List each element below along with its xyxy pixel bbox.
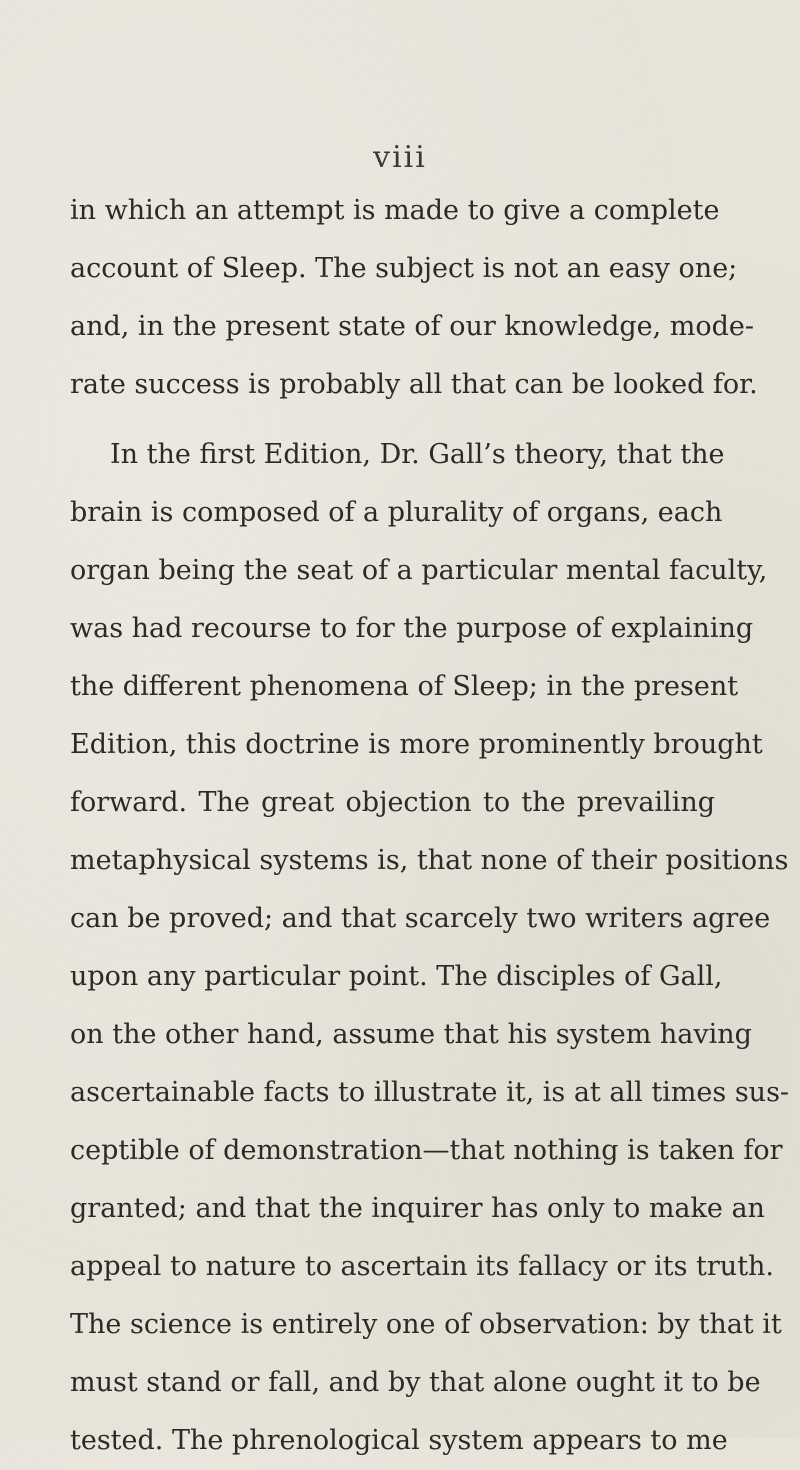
text-line: organ being the seat of a particular mental faculty, — [70, 555, 768, 586]
text-line: brain is composed of a plurality of organs, each — [70, 497, 723, 528]
text-line: granted; and that the inquirer has only to make an — [70, 1193, 765, 1224]
text-line: tested. The phrenological system appears to me — [70, 1425, 728, 1456]
text-line: can be proved; and that scarcely two writers agree — [70, 903, 771, 934]
page-number: viii — [373, 140, 427, 175]
paragraph-1 — [70, 182, 758, 414]
text-line: Edition, this doctrine is more prominently brought — [70, 729, 763, 760]
text-line: account of Sleep. The subject is not an easy one; — [70, 253, 738, 284]
text-line: in which an attempt is made to give a complete — [70, 195, 720, 226]
text-line: The science is entirely one of observation: by that it — [70, 1309, 782, 1340]
text-line: and, in the present state of our knowledge, mode- — [70, 311, 755, 342]
text-line: ascertainable facts to illustrate it, is at all times sus- — [70, 1077, 790, 1108]
text-line: the different phenomena of Sleep; in the present — [70, 671, 739, 702]
text-line: must stand or fall, and by that alone ought it to be — [70, 1367, 761, 1398]
text-line: upon any particular point. The disciples of Gall, — [70, 961, 723, 992]
text-line: on the other hand, assume that his system having — [70, 1019, 752, 1050]
text-line: was had recourse to for the purpose of explaining — [70, 613, 754, 644]
text-line: rate success is probably all that can be looked for. — [70, 369, 758, 400]
paragraph-2 — [70, 426, 790, 1470]
text-line: forward. The great objection to the prevailing — [70, 787, 715, 818]
text-line: In the first Edition, Dr. Gall’s theory, that the — [110, 439, 725, 470]
text-line: ceptible of demonstration—that nothing is taken for — [70, 1135, 783, 1166]
text-line: metaphysical systems is, that none of their positions — [70, 845, 789, 876]
text-line: appeal to nature to ascertain its fallacy or its truth. — [70, 1251, 775, 1282]
